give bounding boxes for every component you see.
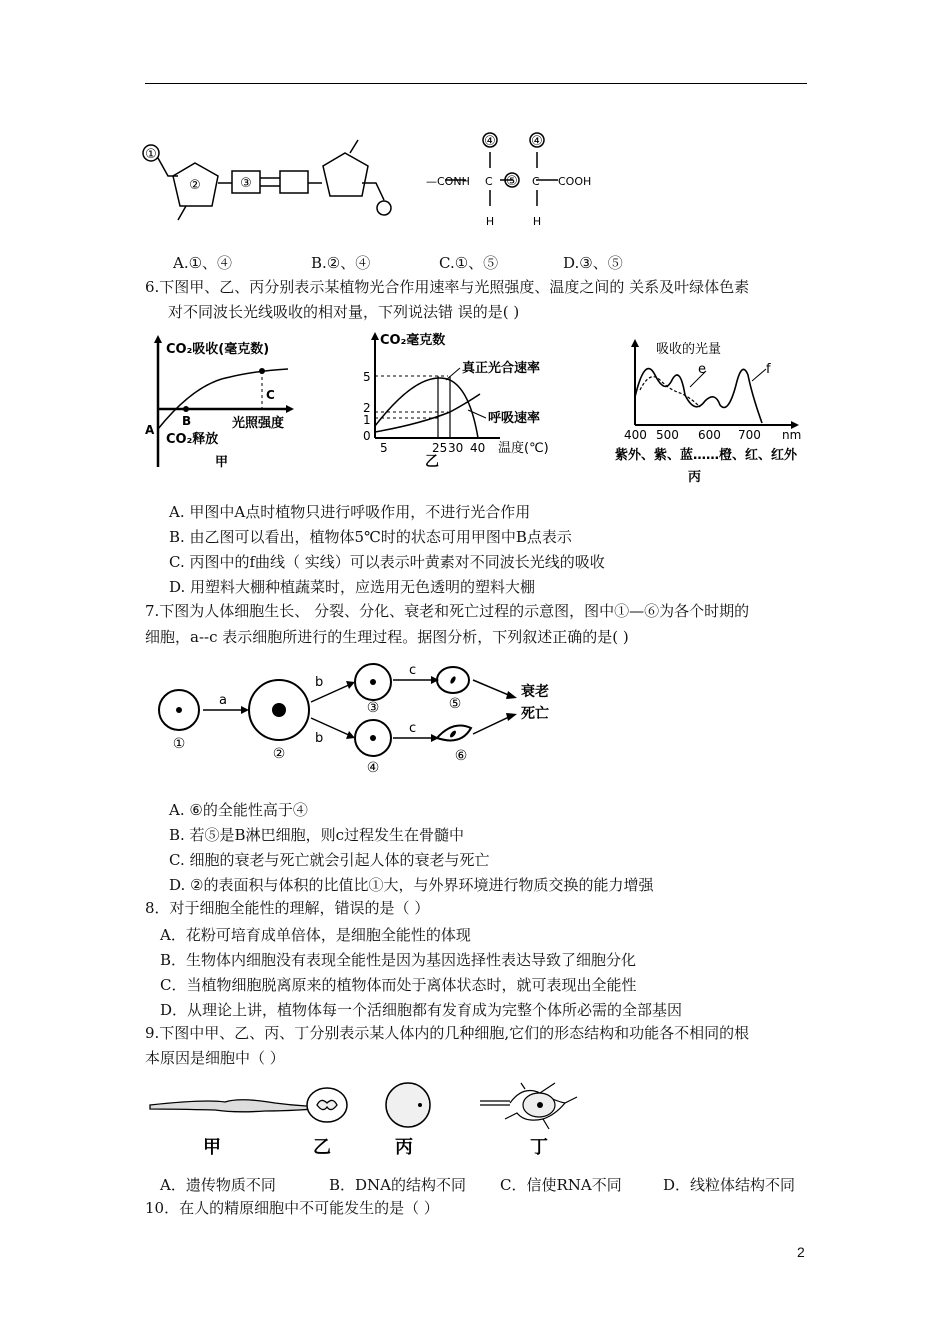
header-rule <box>145 83 807 84</box>
q9-stem-line2: 本原因是细胞中（ ） <box>145 1049 285 1067</box>
jia-neg-label: CO₂释放 <box>166 432 219 447</box>
bing-ylabel: 吸收的光量 <box>656 342 722 357</box>
q7-cell-4: ④ <box>366 760 380 776</box>
q5-label-4a: ④ <box>484 134 496 149</box>
q9-cell-jia: 甲 <box>203 1137 221 1158</box>
q8-option-b: B．生物体内细胞没有表现全能性是因为基因选择性表达导致了细胞分化 <box>160 951 637 969</box>
bing-tick-500: 500 <box>656 428 679 442</box>
jia-point-c: C <box>266 388 275 402</box>
q9-option-d: D．线粒体结构不同 <box>663 1176 796 1194</box>
yi-xtick-5: 5 <box>380 441 388 455</box>
yi-ytick-2: 2 <box>363 401 371 415</box>
q7-option-b: B. 若⑤是B淋巴细胞，则c过程发生在骨髓中 <box>169 826 464 844</box>
q7-process-a: a <box>219 693 227 708</box>
yi-ytick-5: 5 <box>363 370 371 384</box>
q5-conh: —CONH <box>426 175 470 188</box>
yi-xlabel: 温度(℃) <box>498 441 549 456</box>
q5-figure <box>140 128 610 238</box>
yi-xtick-30: 30 <box>448 441 464 455</box>
q5-option-c: C.①、⑤ <box>439 254 499 272</box>
q9-option-b: B．DNA的结构不同 <box>329 1176 467 1194</box>
yi-xtick-25: 25 <box>432 441 448 455</box>
q5-label-3: ③ <box>240 176 252 191</box>
q7-cell-6: ⑥ <box>454 748 468 764</box>
q9-option-a: A．遗传物质不同 <box>160 1176 276 1194</box>
q8-stem: 8．对于细胞全能性的理解，错误的是（ ） <box>145 899 430 917</box>
q7-end-death: 死亡 <box>521 706 549 722</box>
q5-c-left: C <box>485 175 493 188</box>
q5-option-d: D.③、⑤ <box>563 254 623 272</box>
q7-cell-5: ⑤ <box>448 696 462 712</box>
q6-graph-yi <box>360 328 560 468</box>
jia-ylabel: CO₂吸收(毫克数) <box>166 342 270 357</box>
q7-process-b-bottom: b <box>315 731 324 746</box>
jia-caption: 甲 <box>215 455 229 470</box>
q5-label-1: ① <box>145 147 157 162</box>
q10-stem: 10．在人的精原细胞中不可能发生的是（ ） <box>145 1199 439 1217</box>
yi-xtick-40: 40 <box>470 441 486 455</box>
bing-curve-f: f <box>766 362 771 377</box>
q6-graph-jia <box>140 333 310 473</box>
q6-stem-line1: 6.下图甲、乙、丙分别表示某植物光合作用速率与光照强度、温度之间的 关系及叶绿体色素 <box>145 278 750 296</box>
q6-option-d: D. 用塑料大棚种植蔬菜时，应选用无色透明的塑料大棚 <box>169 578 536 596</box>
q5-cooh: COOH <box>558 175 592 188</box>
q7-process-c-bottom: c <box>409 721 417 736</box>
yi-ytick-1: 1 <box>363 413 371 427</box>
q5-option-a: A.①、④ <box>173 254 233 272</box>
q7-option-c: C. 细胞的衰老与死亡就会引起人体的衰老与死亡 <box>169 851 490 869</box>
q7-figure <box>155 658 595 778</box>
q6-stem-line2: 对不同波长光线吸收的相对量，下列说法错 误的是( ) <box>168 303 520 321</box>
yi-ylabel: CO₂毫克数 <box>380 333 446 348</box>
jia-point-b: B <box>182 414 192 428</box>
bing-caption: 丙 <box>688 470 702 485</box>
q5-label-5: ⑤ <box>506 174 518 189</box>
q7-cell-2: ② <box>272 746 286 762</box>
q5-h-right: H <box>532 215 542 228</box>
q5-h-left: H <box>485 215 495 228</box>
q9-stem-line1: 9.下图中甲、乙、丙、丁分别表示某人体内的几种细胞,它们的形态结构和功能各不相同的根 <box>145 1024 750 1042</box>
q6-graph-bing <box>610 335 820 485</box>
q6-option-c: C. 丙图中的f曲线（ 实线）可以表示叶黄素对不同波长光线的吸收 <box>169 553 605 571</box>
q7-option-a: A. ⑥的全能性高于④ <box>169 801 308 819</box>
q7-end-aging: 衰老 <box>521 684 549 700</box>
yi-series-2: 呼吸速率 <box>488 411 541 426</box>
bing-tick-400: 400 <box>624 428 647 442</box>
q7-process-b-top: b <box>315 675 324 690</box>
q8-option-d: D．从理论上讲，植物体每一个活细胞都有发育成为完整个体所必需的全部基因 <box>160 1001 683 1019</box>
page-number: 2 <box>797 1244 805 1260</box>
q7-stem-line2: 细胞，a--c 表示细胞所进行的生理过程。据图分析，下列叙述正确的是( ) <box>145 628 629 646</box>
bing-curve-e: e <box>698 362 706 377</box>
q8-option-c: C．当植物细胞脱离原来的植物体而处于离体状态时，就可表现出全能性 <box>160 976 637 994</box>
q5-label-2: ② <box>189 178 201 193</box>
q8-option-a: A．花粉可培育成单倍体，是细胞全能性的体现 <box>160 926 471 944</box>
q6-option-b: B. 由乙图可以看出，植物体5℃时的状态可用甲图中B点表示 <box>169 528 572 546</box>
q5-label-4b: ④ <box>531 134 543 149</box>
q5-option-b: B.②、④ <box>311 254 371 272</box>
q7-stem-line1: 7.下图为人体细胞生长、 分裂、分化、衰老和死亡过程的示意图，图中①—⑥为各个时期的 <box>145 602 750 620</box>
q5-c-right: C <box>532 175 540 188</box>
q7-cell-3: ③ <box>366 700 380 716</box>
bing-tick-600: 600 <box>698 428 721 442</box>
q9-cell-ding: 丁 <box>530 1137 548 1158</box>
bing-tick-700: 700 <box>738 428 761 442</box>
jia-xlabel: 光照强度 <box>232 416 285 431</box>
q9-figure <box>145 1083 605 1163</box>
yi-caption: 乙 <box>425 454 439 470</box>
q7-option-d: D. ②的表面积与体积的比值比①大，与外界环境进行物质交换的能力增强 <box>169 876 654 894</box>
yi-series-1: 真正光合速率 <box>462 361 541 376</box>
bing-tick-unit: nm <box>782 428 802 442</box>
q7-cell-1: ① <box>172 736 186 752</box>
q9-option-c: C．信使RNA不同 <box>500 1176 622 1194</box>
yi-ytick-0: 0 <box>363 429 371 443</box>
bing-bands: 紫外、紫、蓝……橙、红、红外 <box>615 448 798 463</box>
q9-cell-yi: 乙 <box>313 1137 331 1158</box>
jia-point-a: A <box>145 423 155 437</box>
q9-cell-bing: 丙 <box>395 1137 413 1158</box>
q6-option-a: A. 甲图中A点时植物只进行呼吸作用，不进行光合作用 <box>169 503 531 521</box>
q7-process-c-top: c <box>409 663 417 678</box>
